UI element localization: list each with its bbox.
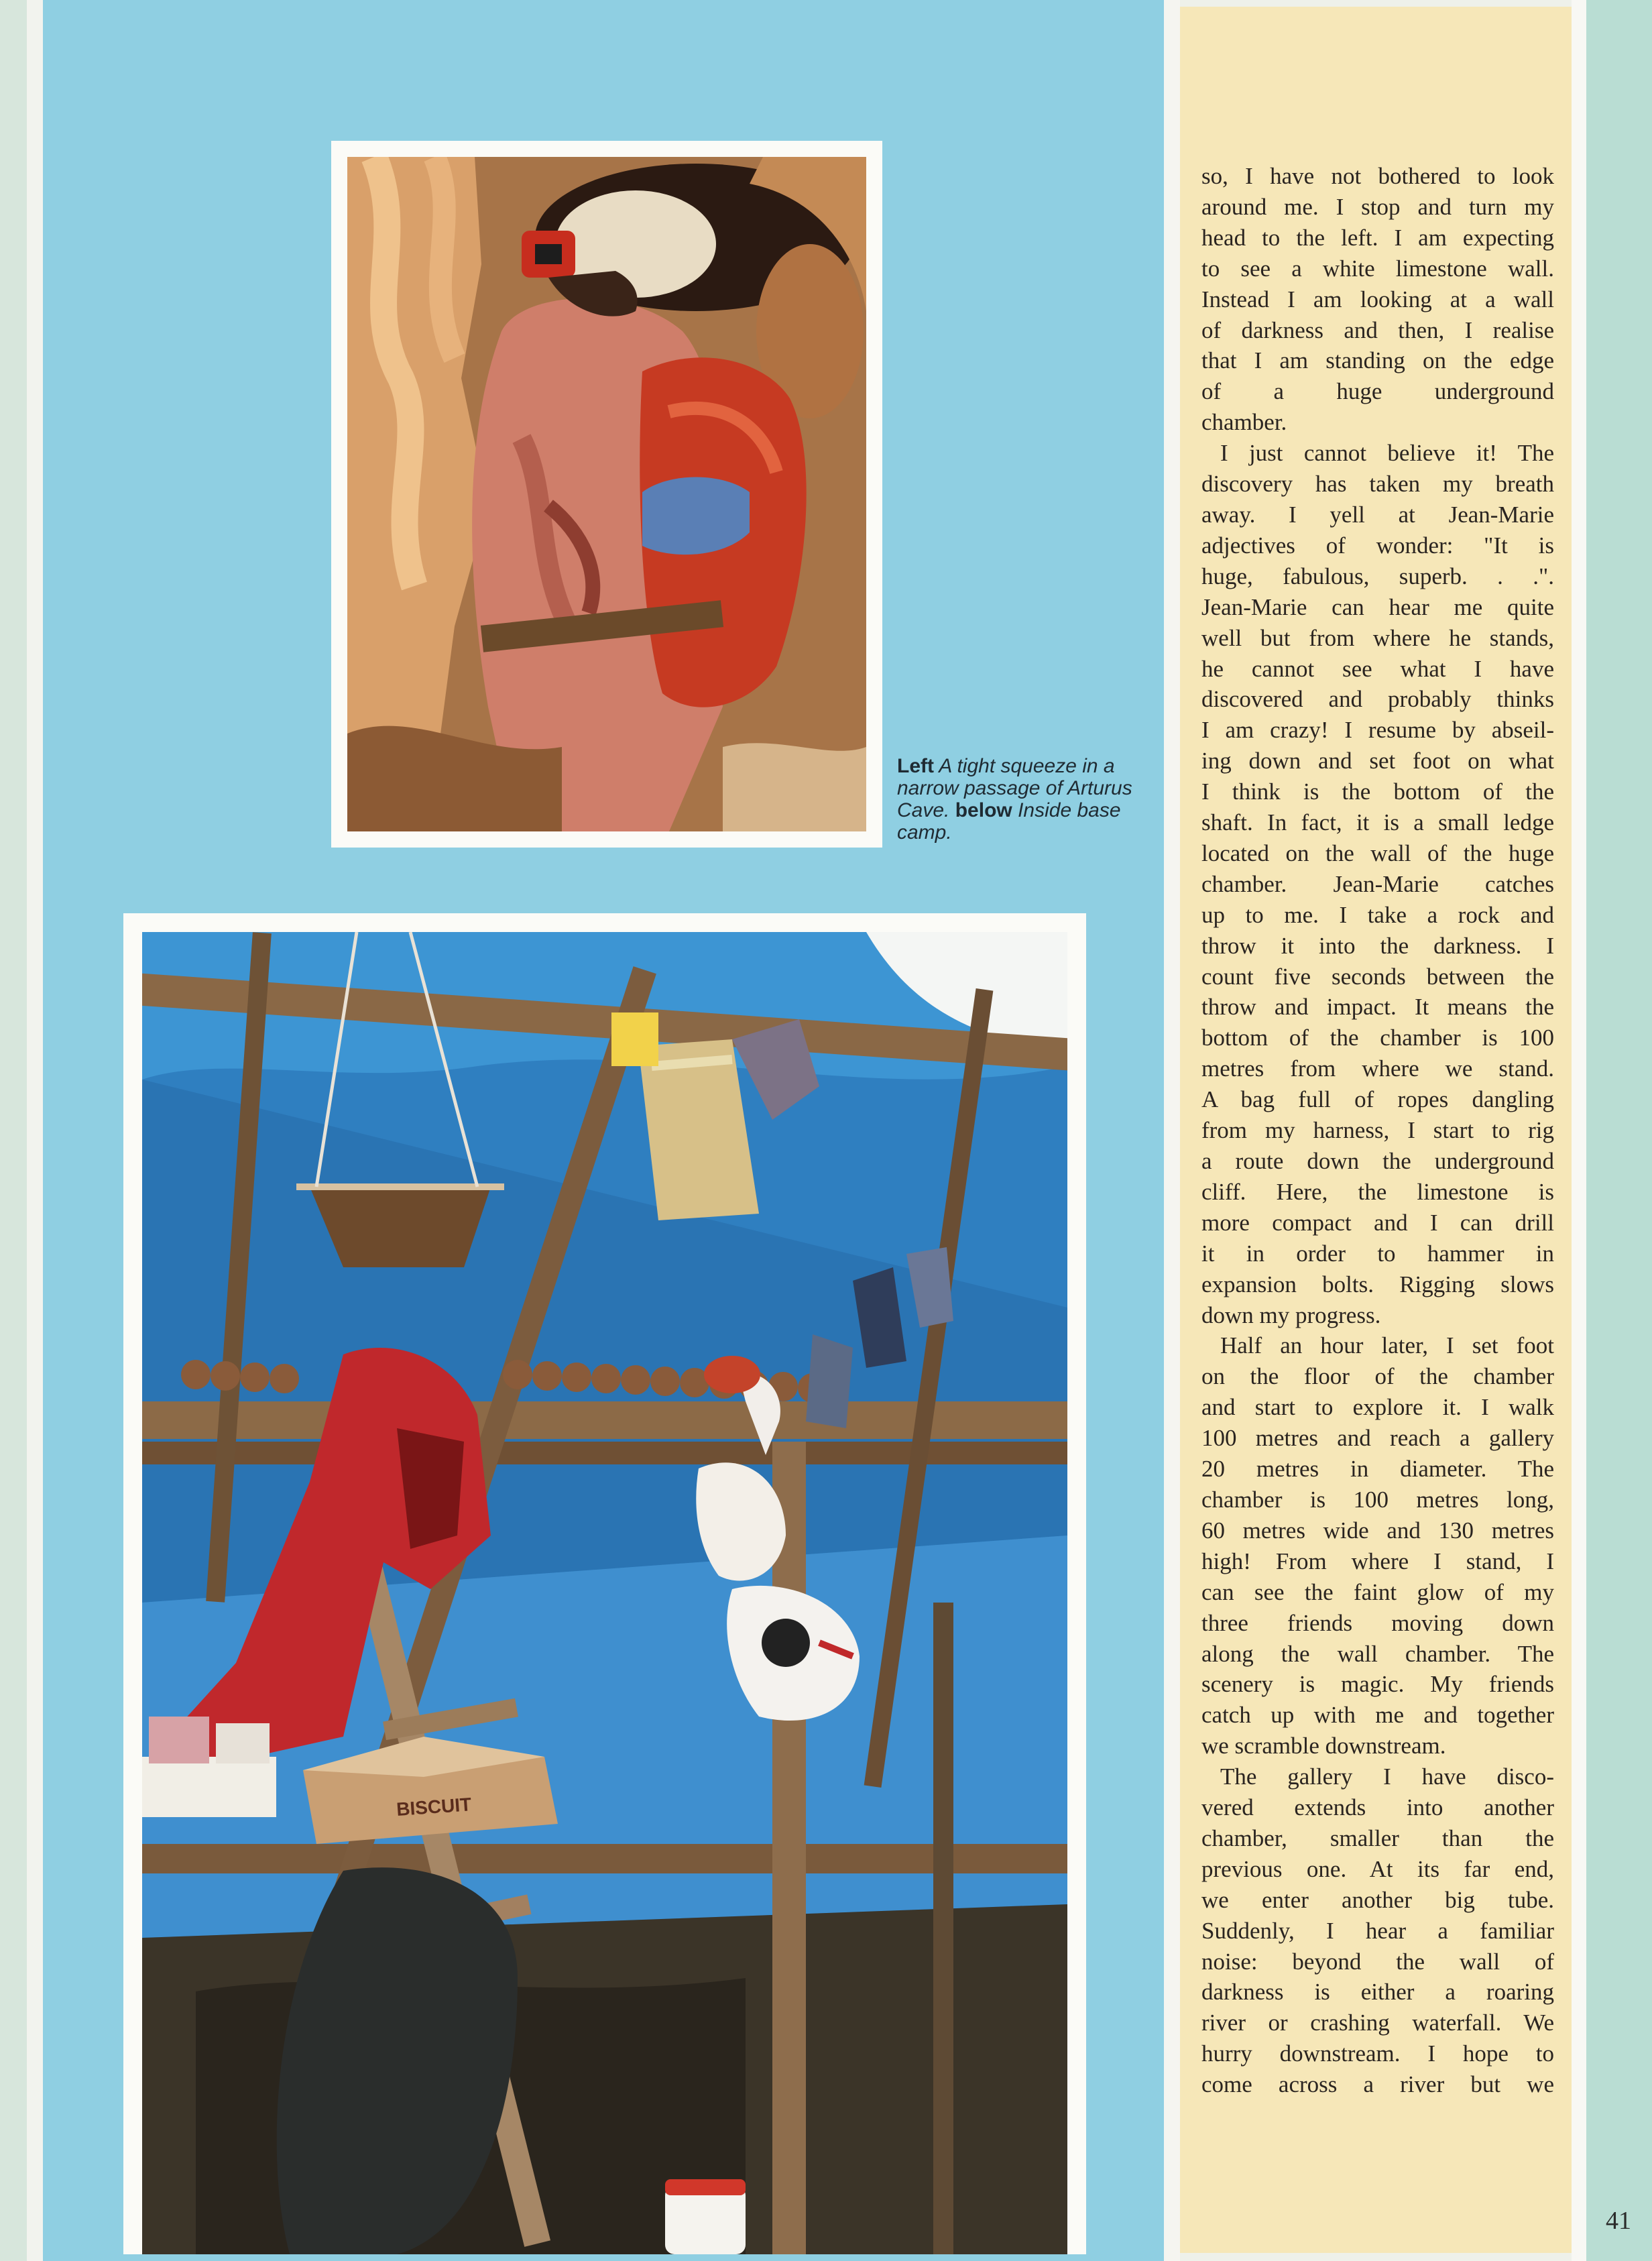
text-line: can see the faint glow of my bbox=[1201, 1578, 1554, 1605]
photo-frame-cave-squeeze bbox=[331, 141, 882, 848]
article-text-column bbox=[1201, 161, 1554, 2100]
caption-line bbox=[897, 799, 1152, 821]
text-line: huge, fabulous, superb. . .". bbox=[1201, 563, 1554, 589]
photo-caption bbox=[897, 755, 1152, 844]
text-line: scenery is magic. My friends bbox=[1201, 1671, 1554, 1698]
text-line: away. I yell at Jean-Marie bbox=[1201, 501, 1554, 528]
caption-line bbox=[897, 821, 1152, 844]
text-line: A bag full of ropes dangling bbox=[1201, 1086, 1554, 1113]
text-line: chamber. bbox=[1201, 409, 1287, 436]
text-line: expansion bolts. Rigging slows bbox=[1201, 1271, 1554, 1297]
text-line: throw it into the darkness. I bbox=[1201, 932, 1554, 959]
caption-label-below: below bbox=[955, 799, 1012, 821]
text-line: discovered and probably thinks bbox=[1201, 686, 1554, 713]
caption-text: A tight squeeze in a bbox=[934, 755, 1115, 777]
text-line: that I am standing on the edge bbox=[1201, 347, 1554, 374]
text-line: chamber. Jean-Marie catches bbox=[1201, 870, 1554, 897]
text-line: of a huge underground bbox=[1201, 378, 1554, 405]
text-line: Instead I am looking at a wall bbox=[1201, 286, 1554, 312]
caption-text: Inside base bbox=[1012, 799, 1121, 821]
photo-base-camp bbox=[142, 932, 1067, 2254]
text-line: from my harness, I start to rig bbox=[1201, 1117, 1554, 1144]
text-line: throw and impact. It means the bbox=[1201, 994, 1554, 1021]
text-line: metres from where we stand. bbox=[1201, 1055, 1554, 1082]
left-edge-strip bbox=[0, 0, 27, 2261]
text-line: noise: beyond the wall of bbox=[1201, 1948, 1554, 1975]
text-line: we scramble downstream. bbox=[1201, 1733, 1446, 1759]
text-line: hurry downstream. I hope to bbox=[1201, 2040, 1554, 2067]
text-line: catch up with me and together bbox=[1201, 1702, 1554, 1729]
text-line: high! From where I stand, I bbox=[1201, 1548, 1554, 1574]
page-number: 41 bbox=[1606, 2207, 1631, 2235]
caption-text: camp. bbox=[897, 821, 952, 844]
text-line: 60 metres wide and 130 metres bbox=[1201, 1517, 1554, 1544]
text-line: down my progress. bbox=[1201, 1301, 1381, 1328]
text-line: to see a white limestone wall. bbox=[1201, 255, 1554, 282]
text-line: so, I have not bothered to look bbox=[1201, 163, 1554, 189]
text-line: Suddenly, I hear a familiar bbox=[1201, 1917, 1554, 1944]
text-line: vered extends into another bbox=[1201, 1794, 1554, 1821]
column-gutter bbox=[1164, 0, 1180, 2261]
text-line: shaft. In fact, it is a small ledge bbox=[1201, 809, 1554, 836]
text-line: Jean-Marie can hear me quite bbox=[1201, 593, 1554, 620]
text-line: three friends moving down bbox=[1201, 1609, 1554, 1636]
text-line: on the floor of the chamber bbox=[1201, 1363, 1554, 1390]
text-line: 100 metres and reach a gallery bbox=[1201, 1425, 1554, 1452]
text-line: and start to explore it. I walk bbox=[1201, 1394, 1554, 1421]
text-line: darkness is either a roaring bbox=[1201, 1979, 1554, 2006]
text-line: I am crazy! I resume by abseil- bbox=[1201, 717, 1554, 744]
text-line: chamber is 100 metres long, bbox=[1201, 1486, 1554, 1513]
text-line: it in order to hammer in bbox=[1201, 1240, 1554, 1267]
text-line: well but from where he stands, bbox=[1201, 624, 1554, 651]
text-line: head to the left. I am expecting bbox=[1201, 224, 1554, 251]
caption-text: Cave. bbox=[897, 799, 955, 821]
text-line: he cannot see what I have bbox=[1201, 655, 1554, 682]
photo-cave-squeeze bbox=[347, 157, 866, 831]
right-edge-border bbox=[1572, 0, 1586, 2261]
text-line: The gallery I have disco- bbox=[1220, 1763, 1554, 1790]
text-line: discovery has taken my breath bbox=[1201, 471, 1554, 498]
text-line: I think is the bottom of the bbox=[1201, 778, 1554, 805]
text-line: adjectives of wonder: "It is bbox=[1201, 532, 1554, 559]
text-line: come across a river but we bbox=[1201, 2071, 1554, 2098]
text-line: cliff. Here, the limestone is bbox=[1201, 1178, 1554, 1205]
text-line: around me. I stop and turn my bbox=[1201, 193, 1554, 220]
text-line: 20 metres in diameter. The bbox=[1201, 1456, 1554, 1483]
text-line: located on the wall of the huge bbox=[1201, 839, 1554, 866]
text-line: bottom of the chamber is 100 bbox=[1201, 1025, 1554, 1051]
text-line: Half an hour later, I set foot bbox=[1220, 1332, 1554, 1359]
text-line: chamber, smaller than the bbox=[1201, 1824, 1554, 1851]
right-edge-strip bbox=[1586, 0, 1652, 2261]
caption-line bbox=[897, 777, 1152, 799]
text-line: a route down the underground bbox=[1201, 1148, 1554, 1174]
text-line: more compact and I can drill bbox=[1201, 1209, 1554, 1236]
text-line: we enter another big tube. bbox=[1201, 1886, 1554, 1913]
caption-text: narrow passage of Arturus bbox=[897, 777, 1132, 799]
text-line: of darkness and then, I realise bbox=[1201, 316, 1554, 343]
text-line: previous one. At its far end, bbox=[1201, 1855, 1554, 1882]
biscuit-box-label: BISCUIT bbox=[396, 1794, 473, 1820]
text-line: up to me. I take a rock and bbox=[1201, 901, 1554, 928]
caption-line bbox=[897, 755, 1152, 777]
text-line: along the wall chamber. The bbox=[1201, 1640, 1554, 1667]
text-line: I just cannot believe it! The bbox=[1220, 440, 1554, 467]
text-line: count five seconds between the bbox=[1201, 963, 1554, 990]
caption-label-left: Left bbox=[897, 755, 934, 777]
text-line: river or crashing waterfall. We bbox=[1201, 2010, 1554, 2036]
left-edge-border bbox=[27, 0, 43, 2261]
photo-frame-base-camp bbox=[123, 913, 1086, 2254]
text-line: ing down and set foot on what bbox=[1201, 748, 1554, 774]
